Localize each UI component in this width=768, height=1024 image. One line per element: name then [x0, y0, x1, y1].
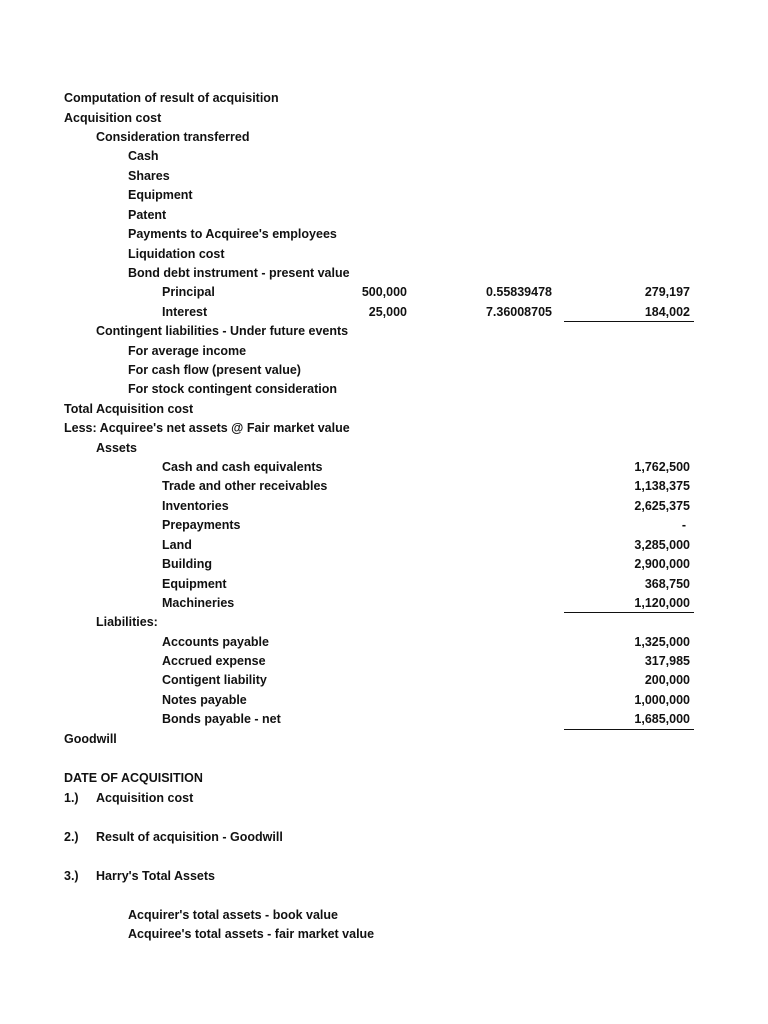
total-acquisition-row [0, 400, 768, 419]
table-row [0, 477, 768, 496]
consideration-item [0, 245, 768, 264]
asset-label: Equipment [162, 577, 227, 591]
consideration-shares: Shares [128, 169, 170, 183]
consideration-row [0, 128, 768, 147]
acquiree-assets-label: Acquiree's total assets - fair market value [128, 927, 375, 941]
assets-heading-row [0, 439, 768, 458]
table-row [0, 691, 768, 710]
sub-item [0, 906, 768, 925]
liabilities-label: Liabilities: [96, 615, 158, 629]
asset-label: Machineries [162, 596, 235, 610]
consideration-item [0, 167, 768, 186]
consideration-bond: Bond debt instrument - present value [128, 266, 350, 280]
consideration-item [0, 225, 768, 244]
principal-present-value: 279,197 [644, 285, 690, 299]
asset-value: 3,285,000 [634, 538, 690, 552]
table-row [0, 594, 768, 613]
asset-label: Prepayments [162, 518, 241, 532]
date-of-acquisition-row [0, 769, 768, 788]
item-label: Acquisition cost [96, 791, 194, 805]
liability-value: 1,685,000 [634, 712, 690, 726]
list-item [0, 789, 768, 808]
contingent-label: Contingent liabilities - Under future events [96, 324, 349, 338]
list-item [0, 867, 768, 886]
asset-value: 2,900,000 [634, 557, 690, 571]
principal-amount: 500,000 [361, 285, 407, 299]
table-row [0, 536, 768, 555]
contingent-stock: For stock contingent consideration [128, 382, 338, 396]
table-row [0, 575, 768, 594]
principal-label: Principal [162, 285, 215, 299]
goodwill-label: Goodwill [64, 732, 117, 746]
contingent-average-income: For average income [128, 344, 247, 358]
interest-factor: 7.36008705 [485, 305, 552, 319]
interest-amount: 25,000 [368, 305, 407, 319]
consideration-item [0, 206, 768, 225]
liability-value: 1,325,000 [634, 635, 690, 649]
goodwill-row [0, 730, 768, 749]
asset-label: Trade and other receivables [162, 479, 328, 493]
table-row [0, 516, 768, 535]
consideration-equipment: Equipment [128, 188, 193, 202]
contingent-item [0, 380, 768, 399]
asset-label: Cash and cash equivalents [162, 460, 323, 474]
consideration-item [0, 264, 768, 283]
table-row [0, 671, 768, 690]
principal-factor: 0.55839478 [485, 285, 552, 299]
table-row [0, 497, 768, 516]
asset-label: Building [162, 557, 212, 571]
liability-value: 200,000 [644, 673, 690, 687]
interest-row [0, 303, 768, 322]
principal-row [0, 283, 768, 302]
consideration-patent: Patent [128, 208, 167, 222]
liability-label: Notes payable [162, 693, 247, 707]
asset-value: 1,138,375 [634, 479, 690, 493]
table-row [0, 652, 768, 671]
item-number: 1.) [64, 791, 79, 805]
sub-item [0, 925, 768, 944]
contingent-cash-flow: For cash flow (present value) [128, 363, 301, 377]
consideration-item [0, 147, 768, 166]
less-net-assets-label: Less: Acquiree's net assets @ Fair market value [64, 421, 350, 435]
liability-label: Accounts payable [162, 635, 269, 649]
acquirer-assets-label: Acquirer's total assets - book value [128, 908, 338, 922]
consideration-cash: Cash [128, 149, 159, 163]
table-row [0, 633, 768, 652]
assets-label: Assets [96, 441, 137, 455]
item-number: 3.) [64, 869, 79, 883]
liability-value: 317,985 [644, 654, 690, 668]
liability-label: Accrued expense [162, 654, 266, 668]
asset-value: - [681, 518, 686, 532]
asset-value: 2,625,375 [634, 499, 690, 513]
table-row [0, 458, 768, 477]
liability-label: Contigent liability [162, 673, 267, 687]
title-row [0, 89, 768, 108]
list-item [0, 828, 768, 847]
consideration-payments: Payments to Acquiree's employees [128, 227, 337, 241]
asset-label: Inventories [162, 499, 229, 513]
asset-value: 1,120,000 [634, 596, 690, 610]
consideration-liquidation: Liquidation cost [128, 247, 225, 261]
table-row [0, 710, 768, 729]
contingent-item [0, 342, 768, 361]
date-of-acquisition-title: DATE OF ACQUISITION [64, 771, 203, 785]
acquisition-cost-row [0, 109, 768, 128]
contingent-item [0, 361, 768, 380]
less-net-assets-row [0, 419, 768, 438]
asset-label: Land [162, 538, 192, 552]
asset-value: 368,750 [644, 577, 690, 591]
asset-value: 1,762,500 [634, 460, 690, 474]
consideration-item [0, 186, 768, 205]
liability-label: Bonds payable - net [162, 712, 281, 726]
interest-present-value: 184,002 [644, 305, 690, 319]
contingent-row [0, 322, 768, 341]
item-number: 2.) [64, 830, 79, 844]
item-label: Harry's Total Assets [96, 869, 215, 883]
computation-title: Computation of result of acquisition [64, 91, 279, 105]
liability-value: 1,000,000 [634, 693, 690, 707]
acquisition-cost-label: Acquisition cost [64, 111, 162, 125]
interest-label: Interest [162, 305, 208, 319]
consideration-transferred-label: Consideration transferred [96, 130, 250, 144]
item-label: Result of acquisition - Goodwill [96, 830, 283, 844]
total-acquisition-label: Total Acquisition cost [64, 402, 194, 416]
table-row [0, 555, 768, 574]
liabilities-heading-row [0, 613, 768, 632]
